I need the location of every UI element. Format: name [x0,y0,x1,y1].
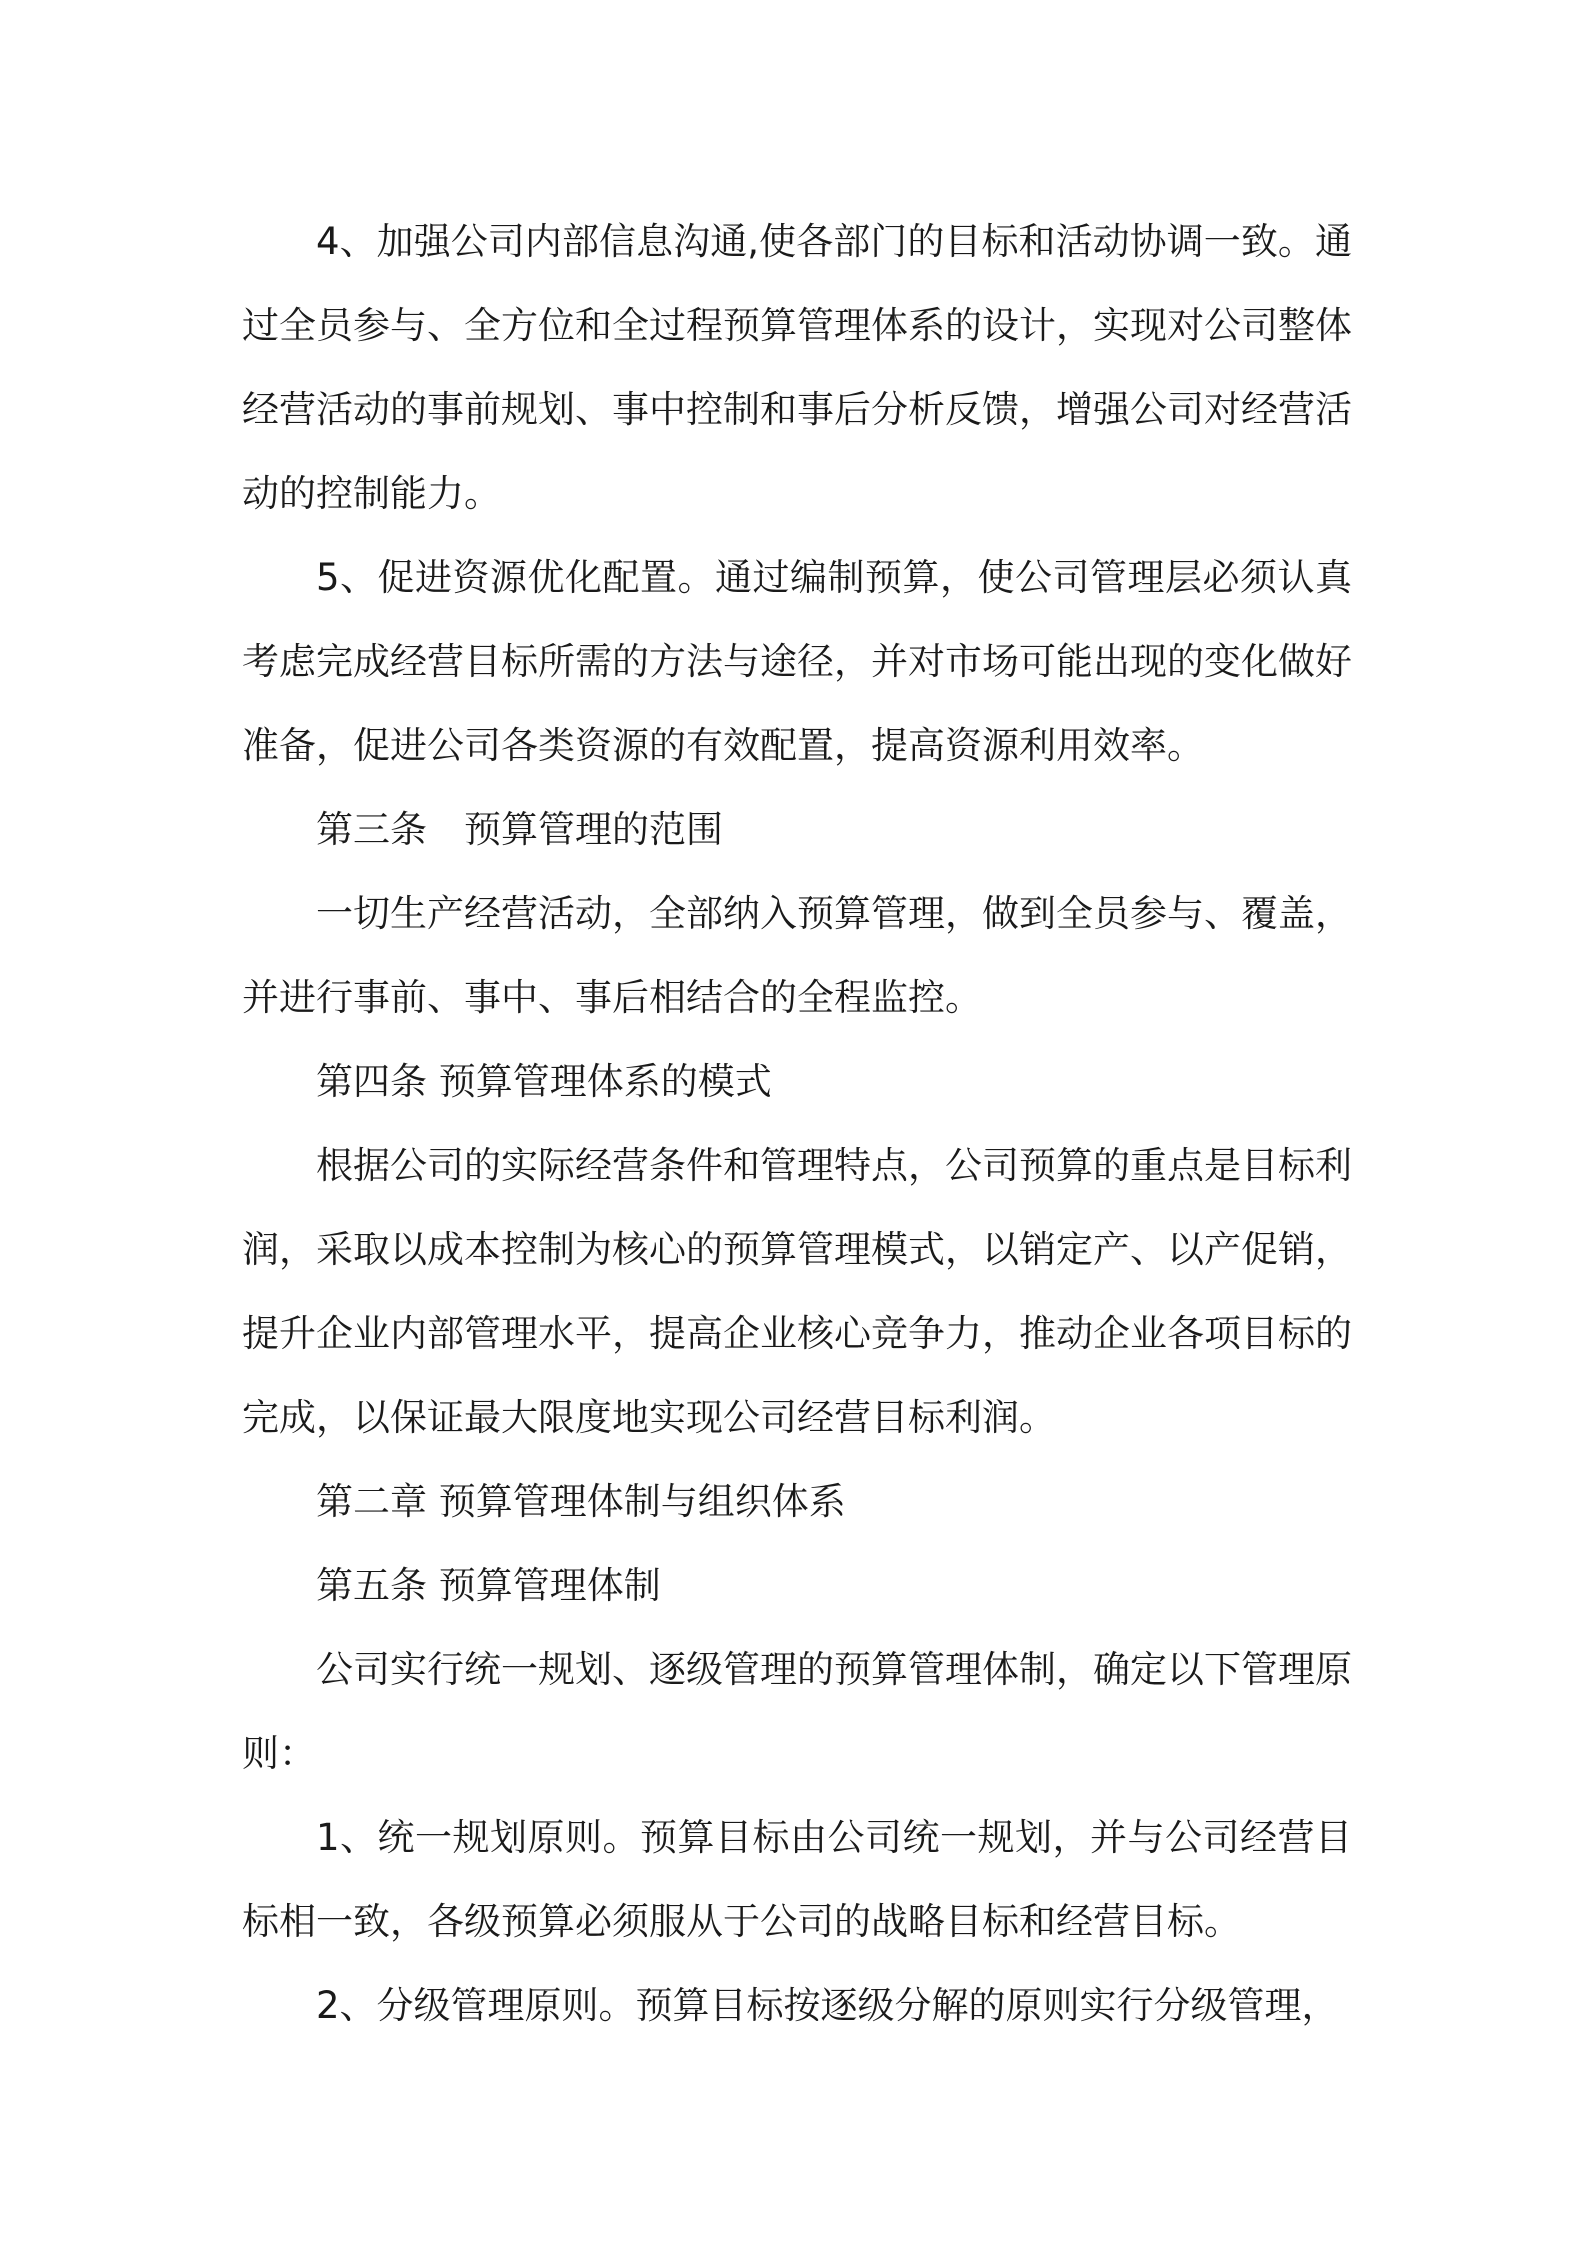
paragraph-4-info-communication: 4、加强公司内部信息沟通,使各部门的目标和活动协调一致。通过全员参与、全方位和全过程预算管理体系的设计，实现对公司整体经营活动的事前规划、事中控制和事后分析反馈，增强公司对经营活动的控制能力。 [242,220,1352,515]
principle-1-unified-planning: 1、统一规划原则。预算目标由公司统一规划，并与公司经营目标相一致，各级预算必须服从于公司的战略目标和经营目标。 [242,1816,1352,1943]
document-body [242,200,1352,2048]
article-4-heading: 第四条 预算管理体系的模式 [316,1060,772,1103]
paragraph-5-resource-allocation: 5、促进资源优化配置。通过编制预算，使公司管理层必须认真考虑完成经营目标所需的方法与途径，并对市场可能出现的变化做好准备，促进公司各类资源的有效配置，提高资源利用效率。 [242,556,1352,767]
article-3-body: 一切生产经营活动，全部纳入预算管理，做到全员参与、覆盖，并进行事前、事中、事后相结合的全程监控。 [242,892,1352,1019]
article-5-body: 公司实行统一规划、逐级管理的预算管理体制，确定以下管理原则： [242,1648,1352,1775]
principle-2-tiered-management: 2、分级管理原则。预算目标按逐级分解的原则实行分级管理， [316,1984,1339,2027]
chapter-2-heading: 第二章 预算管理体制与组织体系 [316,1480,846,1523]
article-5-heading: 第五条 预算管理体制 [316,1564,661,1607]
article-4-body: 根据公司的实际经营条件和管理特点，公司预算的重点是目标利润，采取以成本控制为核心的预算管理模式，以销定产、以产促销，提升企业内部管理水平，提高企业核心竞争力，推动企业各项目标的完成，以保证最大限度地实现公司经营目标利润。 [242,1144,1352,1439]
article-3-heading: 第三条 预算管理的范围 [316,808,723,851]
